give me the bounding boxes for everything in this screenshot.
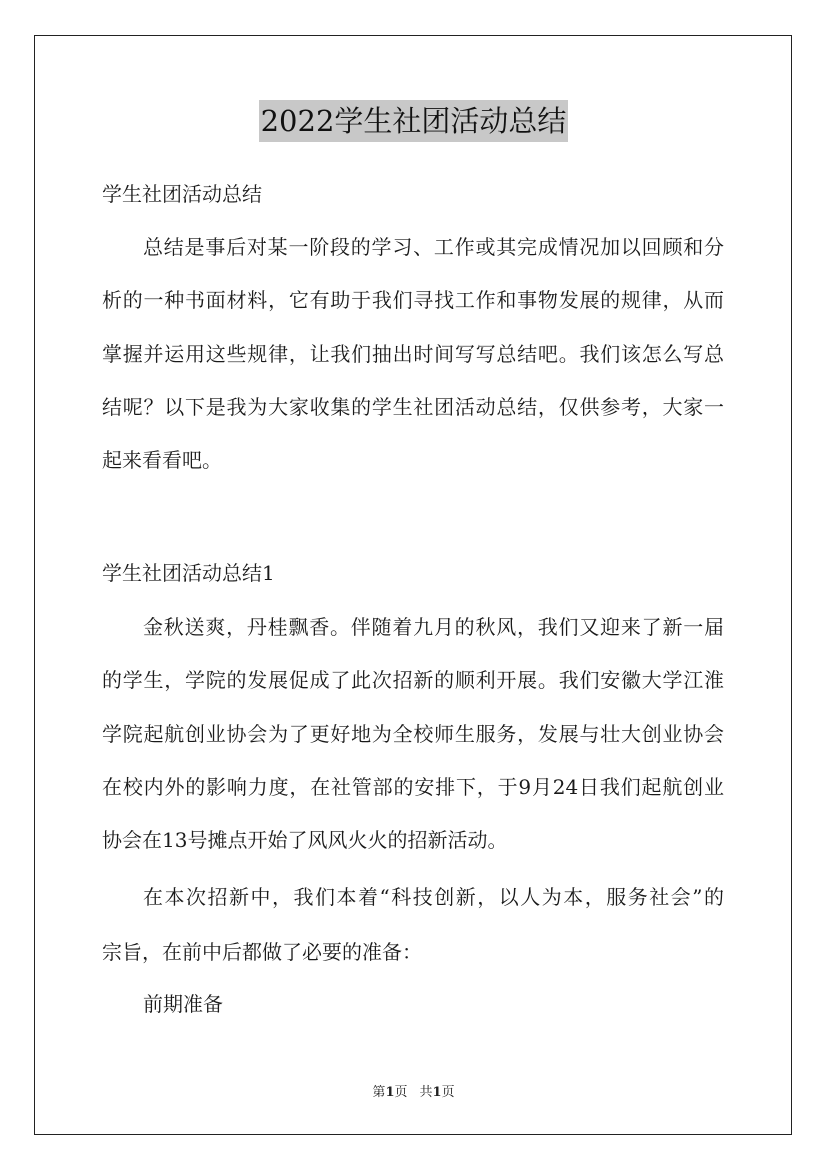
para2-line-1: 在本次招新中，我们本着“科技创新，以人为本，服务社会”的	[143, 885, 724, 909]
para1-line-2: 的学生，学院的发展促成了此次招新的顺利开展。我们安徽大学江淮	[102, 668, 724, 692]
para1-line-1: 金秋送爽，丹桂飘香。伴随着九月的秋风，我们又迎来了新一届	[143, 615, 724, 639]
footer-page-suffix: 页	[394, 1085, 408, 1100]
document-title: 2022学生社团活动总结	[259, 100, 569, 142]
intro-line-5: 起来看看吧。	[102, 448, 222, 472]
page-footer	[0, 1084, 827, 1102]
footer-page-number: 1	[385, 1085, 395, 1100]
intro-line-1: 总结是事后对某一阶段的学习、工作或其完成情况加以回顾和分	[143, 235, 724, 259]
intro-line-3: 掌握并运用这些规律，让我们抽出时间写写总结吧。我们该怎么写总	[102, 342, 724, 366]
subtitle-2: 学生社团活动总结1	[102, 561, 275, 585]
para2-line-2: 宗旨，在前中后都做了必要的准备：	[102, 940, 422, 964]
footer-page-prefix: 第	[372, 1085, 386, 1100]
para1-line-4: 在校内外的影响力度，在社管部的安排下，于9月24日我们起航创业	[102, 775, 724, 799]
section-heading: 前期准备	[143, 992, 223, 1016]
footer-total-number: 1	[432, 1085, 442, 1100]
footer-total-prefix: 共	[419, 1085, 433, 1100]
intro-line-2: 析的一种书面材料，它有助于我们寻找工作和事物发展的规律，从而	[102, 288, 724, 312]
title-wrap	[0, 100, 827, 142]
para1-line-5: 协会在13号摊点开始了风风火火的招新活动。	[102, 828, 508, 852]
para1-line-3: 学院起航创业协会为了更好地为全校师生服务，发展与壮大创业协会	[102, 722, 724, 746]
footer-total-suffix: 页	[441, 1085, 455, 1100]
subtitle-1: 学生社团活动总结	[102, 182, 262, 206]
intro-line-4: 结呢？以下是我为大家收集的学生社团活动总结，仅供参考，大家一	[102, 395, 724, 419]
